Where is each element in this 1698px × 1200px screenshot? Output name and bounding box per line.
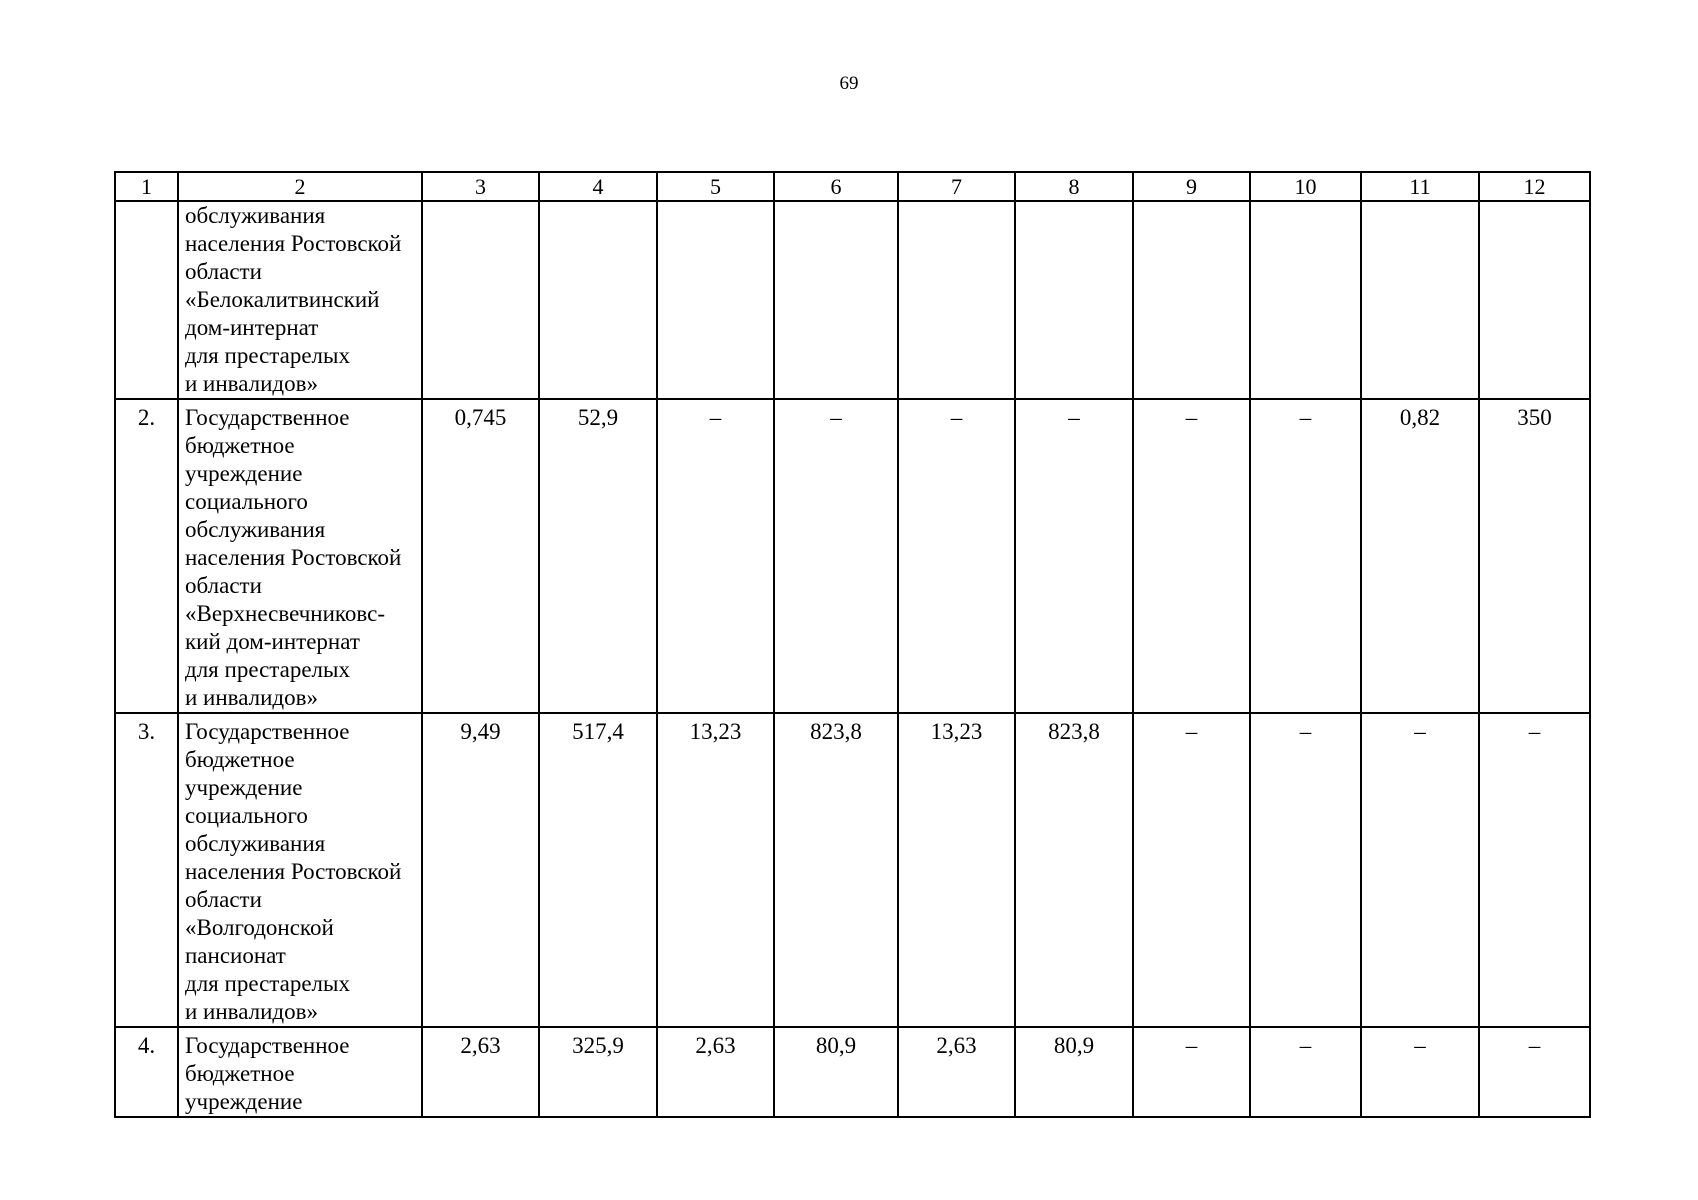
table-row — [115, 399, 1590, 713]
cell-col5: 2,63 — [657, 1027, 774, 1117]
name-line: Государственное — [185, 1033, 350, 1058]
cell-col7: 2,63 — [898, 1027, 1015, 1117]
cell-col12: – — [1479, 713, 1590, 1027]
data-table — [114, 171, 1591, 1118]
cell-col9: – — [1133, 399, 1250, 713]
cell-col10: – — [1250, 713, 1361, 1027]
cell-col6: – — [774, 399, 898, 713]
table-row — [115, 713, 1590, 1027]
row-number: 3. — [115, 713, 178, 1027]
name-line: и инвалидов» — [185, 999, 318, 1024]
cell-col3: 9,49 — [422, 713, 539, 1027]
name-line: «Верхнесвечниковс- — [185, 601, 385, 626]
name-line: социального — [185, 803, 308, 828]
name-line: области — [185, 259, 262, 284]
name-line: обслуживания — [185, 203, 326, 228]
table-row — [115, 1027, 1590, 1117]
name-line: учреждение — [185, 1089, 303, 1114]
cell-col12 — [1479, 201, 1590, 399]
column-header: 4 — [539, 172, 657, 201]
column-header: 6 — [774, 172, 898, 201]
cell-col9 — [1133, 201, 1250, 399]
name-line: кий дом-интернат — [185, 629, 360, 654]
name-line: Государственное — [185, 405, 350, 430]
name-line: бюджетное — [185, 747, 295, 772]
name-line: и инвалидов» — [185, 685, 318, 710]
cell-col12: 350 — [1479, 399, 1590, 713]
name-line: области — [185, 887, 262, 912]
institution-name — [178, 201, 422, 399]
name-line: дом-интернат — [185, 315, 319, 340]
name-line: учреждение — [185, 461, 303, 486]
name-line: населения Ростовской — [185, 859, 402, 884]
table-header-row — [115, 172, 1590, 201]
name-line: «Волгодонской — [185, 915, 334, 940]
column-header: 10 — [1250, 172, 1361, 201]
column-header: 5 — [657, 172, 774, 201]
name-line: для престарелых — [185, 343, 350, 368]
name-line: пансионат — [185, 943, 286, 968]
name-line: для престарелых — [185, 971, 350, 996]
name-line: области — [185, 573, 262, 598]
name-line: «Белокалитвинский — [185, 287, 380, 312]
cell-col11: – — [1361, 713, 1479, 1027]
cell-col9: – — [1133, 713, 1250, 1027]
name-line: учреждение — [185, 775, 303, 800]
cell-col11 — [1361, 201, 1479, 399]
cell-col8: 823,8 — [1015, 713, 1133, 1027]
cell-col4: 517,4 — [539, 713, 657, 1027]
cell-col6: 823,8 — [774, 713, 898, 1027]
column-header: 12 — [1479, 172, 1590, 201]
cell-col4 — [539, 201, 657, 399]
column-header: 8 — [1015, 172, 1133, 201]
cell-col7: – — [898, 399, 1015, 713]
name-line: бюджетное — [185, 1061, 295, 1086]
name-line: социального — [185, 489, 308, 514]
institution-name — [178, 713, 422, 1027]
name-line: Государственное — [185, 719, 350, 744]
cell-col11: – — [1361, 1027, 1479, 1117]
column-header: 2 — [178, 172, 422, 201]
name-line: населения Ростовской — [185, 231, 402, 256]
column-header: 3 — [422, 172, 539, 201]
column-header: 7 — [898, 172, 1015, 201]
cell-col10: – — [1250, 1027, 1361, 1117]
name-line: населения Ростовской — [185, 545, 402, 570]
name-line: обслуживания — [185, 517, 326, 542]
cell-col8: – — [1015, 399, 1133, 713]
cell-col10: – — [1250, 399, 1361, 713]
cell-col10 — [1250, 201, 1361, 399]
row-number — [115, 201, 178, 399]
cell-col4: 52,9 — [539, 399, 657, 713]
page-number: 69 — [839, 73, 859, 94]
cell-col7 — [898, 201, 1015, 399]
cell-col6 — [774, 201, 898, 399]
cell-col5 — [657, 201, 774, 399]
cell-col11: 0,82 — [1361, 399, 1479, 713]
cell-col8 — [1015, 201, 1133, 399]
row-number: 2. — [115, 399, 178, 713]
cell-col3 — [422, 201, 539, 399]
cell-col8: 80,9 — [1015, 1027, 1133, 1117]
cell-col5: 13,23 — [657, 713, 774, 1027]
cell-col3: 0,745 — [422, 399, 539, 713]
cell-col12: – — [1479, 1027, 1590, 1117]
column-header: 9 — [1133, 172, 1250, 201]
row-number: 4. — [115, 1027, 178, 1117]
cell-col6: 80,9 — [774, 1027, 898, 1117]
name-line: для престарелых — [185, 657, 350, 682]
column-header: 11 — [1361, 172, 1479, 201]
institution-name — [178, 1027, 422, 1117]
cell-col7: 13,23 — [898, 713, 1015, 1027]
cell-col9: – — [1133, 1027, 1250, 1117]
name-line: бюджетное — [185, 433, 295, 458]
name-line: и инвалидов» — [185, 371, 318, 396]
name-line: обслуживания — [185, 831, 326, 856]
table-row — [115, 201, 1590, 399]
column-header: 1 — [115, 172, 178, 201]
institution-name — [178, 399, 422, 713]
cell-col4: 325,9 — [539, 1027, 657, 1117]
cell-col5: – — [657, 399, 774, 713]
cell-col3: 2,63 — [422, 1027, 539, 1117]
